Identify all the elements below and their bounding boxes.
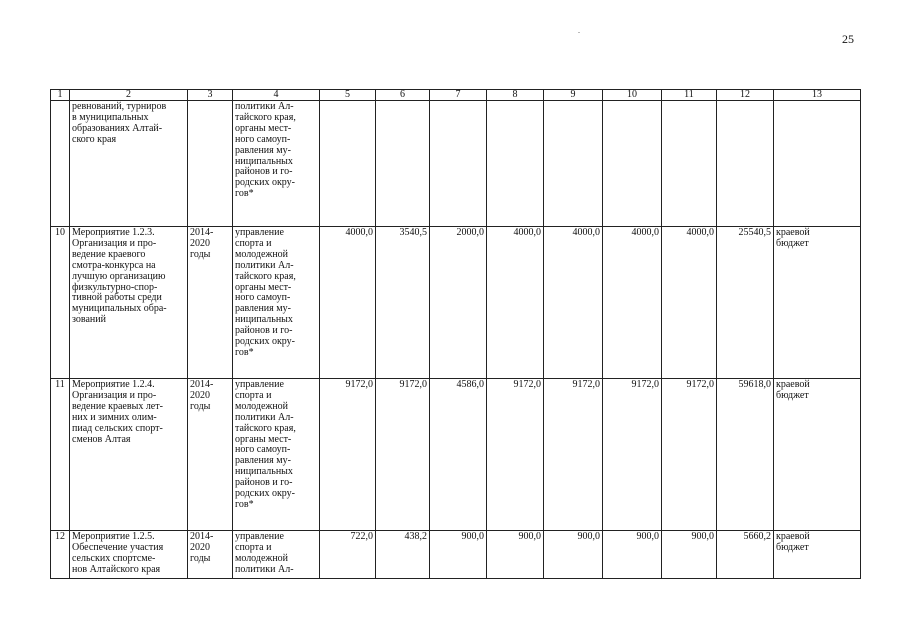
- column-header: 4: [233, 90, 320, 101]
- column-header: 7: [430, 90, 487, 101]
- funding-source: краевой бюджет: [774, 379, 861, 531]
- column-header: 11: [662, 90, 717, 101]
- executor: управление спорта и молодежной политики Ал-: [233, 531, 320, 579]
- event-description: Мероприятие 1.2.5. Обеспечение участия сельских спортсме- нов Алтайского края: [70, 531, 188, 579]
- value-total: 25540,5: [717, 227, 774, 379]
- row-number: 10: [51, 227, 70, 379]
- value-2014: 722,0: [320, 531, 376, 579]
- column-header: 2: [70, 90, 188, 101]
- value-2020: 9172,0: [662, 379, 717, 531]
- value-2015: 438,2: [376, 531, 430, 579]
- funding-source: краевой бюджет: [774, 227, 861, 379]
- value-2014: [320, 101, 376, 227]
- event-description: Мероприятие 1.2.4. Организация и про- ведение краевых лет- них и зимних олим- пиад сельских спорт- сменов Алтая: [70, 379, 188, 531]
- value-2017: [487, 101, 544, 227]
- value-2016: 900,0: [430, 531, 487, 579]
- column-header: 6: [376, 90, 430, 101]
- column-header: 5: [320, 90, 376, 101]
- value-2018: 4000,0: [544, 227, 603, 379]
- column-header: 9: [544, 90, 603, 101]
- column-header: 8: [487, 90, 544, 101]
- value-2014: 9172,0: [320, 379, 376, 531]
- value-2016: [430, 101, 487, 227]
- value-2019: 4000,0: [603, 227, 662, 379]
- value-2015: [376, 101, 430, 227]
- table-row: [51, 101, 861, 227]
- row-number: [51, 101, 70, 227]
- value-2020: 4000,0: [662, 227, 717, 379]
- value-total: 59618,0: [717, 379, 774, 531]
- table-row: [51, 379, 861, 531]
- value-2014: 4000,0: [320, 227, 376, 379]
- column-header: 12: [717, 90, 774, 101]
- executor: управление спорта и молодежной политики Ал- тайского края, органы мест- ного самоуп- равления му- ниципальных районов и го- родских окру- гов*: [233, 379, 320, 531]
- period: 2014- 2020 годы: [188, 531, 233, 579]
- column-header: 10: [603, 90, 662, 101]
- period: [188, 101, 233, 227]
- value-total: 5660,2: [717, 531, 774, 579]
- value-2015: 3540,5: [376, 227, 430, 379]
- value-2018: [544, 101, 603, 227]
- scan-speck: [578, 32, 580, 33]
- executor: политики Ал- тайского края, органы мест- ного самоуп- равления му- ниципальных районов и го- родских окру- гов*: [233, 101, 320, 227]
- value-2015: 9172,0: [376, 379, 430, 531]
- event-description: ревнований, турниров в муниципальных образованиях Алтай- ского края: [70, 101, 188, 227]
- executor: управление спорта и молодежной политики Ал- тайского края, органы мест- ного самоуп- равления му- ниципальных районов и го- родских окру- гов*: [233, 227, 320, 379]
- table-row: [51, 531, 861, 579]
- period: 2014- 2020 годы: [188, 379, 233, 531]
- row-number: 11: [51, 379, 70, 531]
- page-number: 25: [842, 32, 854, 46]
- value-2017: 900,0: [487, 531, 544, 579]
- value-2019: [603, 101, 662, 227]
- funding-source: краевой бюджет: [774, 531, 861, 579]
- funding-source: [774, 101, 861, 227]
- budget-table: [50, 89, 861, 579]
- column-header: 1: [51, 90, 70, 101]
- event-description: Мероприятие 1.2.3. Организация и про- ведение краевого смотра-конкурса на лучшую организацию физкультурно-спор- тивной работы среди муниципальных обра- зований: [70, 227, 188, 379]
- value-2018: 900,0: [544, 531, 603, 579]
- value-2020: 900,0: [662, 531, 717, 579]
- column-header: 3: [188, 90, 233, 101]
- value-2017: 9172,0: [487, 379, 544, 531]
- value-2020: [662, 101, 717, 227]
- column-header: 13: [774, 90, 861, 101]
- table-row: [51, 227, 861, 379]
- value-2018: 9172,0: [544, 379, 603, 531]
- value-2016: 4586,0: [430, 379, 487, 531]
- row-number: 12: [51, 531, 70, 579]
- value-2016: 2000,0: [430, 227, 487, 379]
- column-number-row: [51, 90, 861, 101]
- period: 2014- 2020 годы: [188, 227, 233, 379]
- value-total: [717, 101, 774, 227]
- value-2019: 9172,0: [603, 379, 662, 531]
- value-2017: 4000,0: [487, 227, 544, 379]
- value-2019: 900,0: [603, 531, 662, 579]
